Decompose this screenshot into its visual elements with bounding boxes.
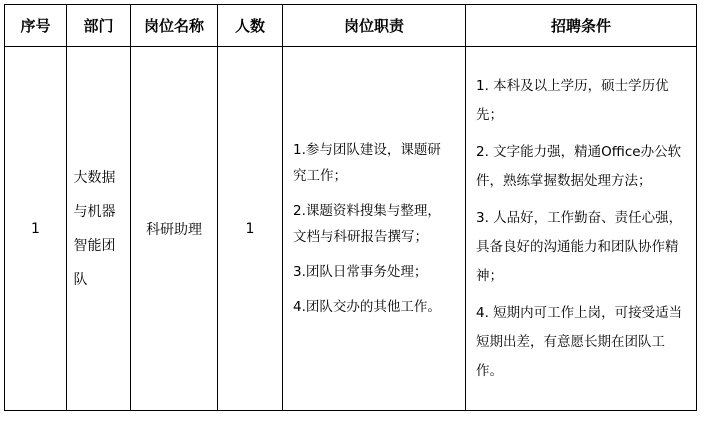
requirement-item: 3. 人品好，工作勤奋、责任心强，具备良好的沟通能力和团队协作精神；	[476, 209, 683, 284]
cell-index: 1	[5, 47, 67, 411]
header-duties: 岗位职责	[283, 5, 466, 47]
cell-department: 大数据与机器智能团队	[73, 169, 116, 288]
duty-item: 3.团队日常事务处理；	[293, 264, 428, 280]
duty-item: 1.参与团队建设，课题研究工作；	[293, 142, 441, 184]
duty-item: 2.课题资料搜集与整理，文档与科研报告撰写；	[293, 203, 441, 245]
header-index: 序号	[5, 5, 67, 47]
cell-position: 科研助理	[131, 47, 218, 411]
duty-item: 4.团队交办的其他工作。	[293, 299, 441, 315]
header-department: 部门	[67, 5, 131, 47]
cell-headcount: 1	[218, 47, 283, 411]
table-row	[5, 47, 697, 411]
cell-requirements	[466, 47, 697, 411]
header-requirements: 招聘条件	[466, 5, 697, 47]
cell-department-wrap	[67, 47, 131, 411]
cell-duties	[283, 47, 466, 411]
requirement-item: 2. 文字能力强，精通Office办公软件，熟练掌握数据处理方法；	[476, 143, 682, 189]
header-position: 岗位名称	[131, 5, 218, 47]
requirement-item: 4. 短期内可工作上岗，可接受适当短期出差，有意愿长期在团队工作。	[476, 304, 683, 379]
recruitment-table	[4, 4, 697, 411]
header-row	[5, 5, 697, 47]
requirement-item: 1. 本科及以上学历，硕士学历优先；	[476, 77, 669, 123]
header-headcount: 人数	[218, 5, 283, 47]
